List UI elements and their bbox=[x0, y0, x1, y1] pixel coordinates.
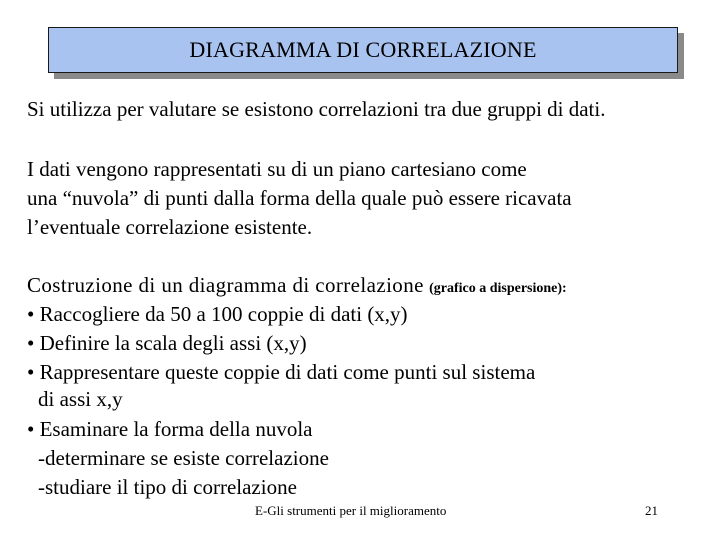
footer-text: E-Gli strumenti per il miglioramento bbox=[255, 503, 447, 518]
substep-determine: -determinare se esiste correlazione bbox=[38, 446, 329, 470]
step-3-continued: di assi x,y bbox=[38, 387, 123, 411]
step-2: • Definire la scala degli assi (x,y) bbox=[27, 331, 307, 355]
construction-heading-row bbox=[27, 271, 567, 303]
substep-study: -studiare il tipo di correlazione bbox=[38, 475, 297, 499]
slide-title: DIAGRAMMA DI CORRELAZIONE bbox=[48, 27, 678, 73]
intro-text: Si utilizza per valutare se esistono correlazioni tra due gruppi di dati. bbox=[27, 97, 606, 121]
step-1: • Raccogliere da 50 a 100 coppie di dati (x,y) bbox=[27, 302, 408, 326]
construction-subheading: (grafico a dispersione): bbox=[429, 281, 567, 296]
description-line-2: una “nuvola” di punti dalla forma della quale può essere ricavata bbox=[27, 186, 572, 210]
step-4: • Esaminare la forma della nuvola bbox=[27, 417, 313, 441]
description-line-3: l’eventuale correlazione esistente. bbox=[27, 215, 313, 239]
page-number: 21 bbox=[645, 503, 658, 518]
construction-heading: Costruzione di un diagramma di correlazione bbox=[27, 273, 424, 297]
description-line-1: I dati vengono rappresentati su di un piano cartesiano come bbox=[27, 157, 527, 181]
step-3: • Rappresentare queste coppie di dati come punti sul sistema bbox=[27, 360, 536, 384]
